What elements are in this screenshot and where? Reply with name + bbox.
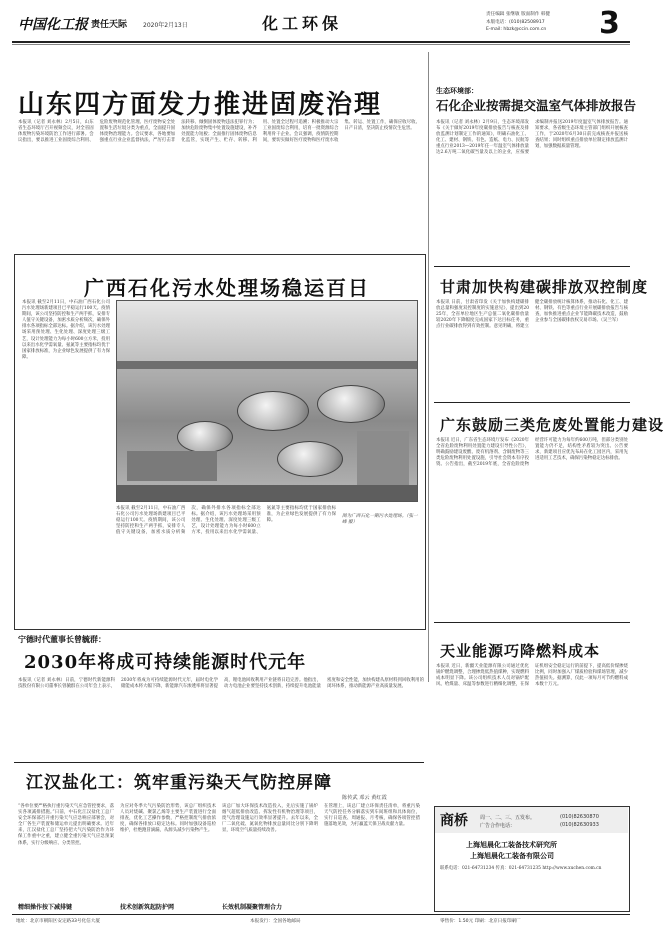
lead-title: 山东四方面发力推进固废治理	[18, 90, 383, 120]
ad-company: 上海旭晨化工装备技术研究所	[466, 841, 557, 849]
bottom-sub-3: 长效机制凝聚管理合力	[222, 904, 283, 911]
interview-body: 本报讯（记者 刘永林）日前，宁德时代新能源科技股份有限公司董事长曾毓群在公司年会上表示，2030年将成为可持续能源时代元年，届时电化学储能成本将大幅下降，新能源汽车渗透率将显著提高，锂电池回收利用产业链将日趋完善。他指出，动力电池企业要坚持技术创新，持续提升电池能量密度和安全性能，加快构建从原材料到回收利用的闭环体系，推动新能源产业高质量发展。	[18, 678, 424, 690]
masthead	[0, 0, 640, 44]
bottom-sub-2: 技术创新筑起防护网	[120, 904, 175, 911]
side4-title: 天业能源巧降燃料成本	[440, 642, 601, 660]
ad-slogan: 周一、二、三、五发布。	[480, 815, 536, 821]
photo-caption: 图为广西石化一期污水处理场。（张一峰 摄）	[342, 514, 418, 525]
bottom-col-2: 为应对冬季大气污染防治形势，该总厂组织技术人员对烧碱、聚氯乙烯等主要生产装置进行全面排查，优化工艺操作参数，严格控制废气排放浓度，确保各排放口稳定达标。同时加强设备巡检维护，杜绝跑冒滴漏，从源头减少污染物产生。	[120, 804, 216, 834]
footer-right: 零售价：1.50元 印刷：北京日报印刷厂	[440, 919, 521, 924]
footer-left: 地址：北京市朝阳区安定路33号化信大厦	[16, 919, 100, 924]
section-title: 化工环保	[262, 14, 343, 33]
side4-body: 本报讯 近日，新疆天业能源有限公司通过优化锅炉燃烧调整，合理掺烧低热值煤种，实现燃料成本明显下降。该公司组织技术人员对锅炉配风、给煤量、床温等参数进行精细化调整，在保证机组安全稳定运行的前提下，提高低价煤掺烧比例，同时加强入厂煤质检验和煤场管理，减少热值损失。据测算，仅此一项每月可节约燃料成本数十万元。	[436, 664, 628, 688]
ad-phone-2: (010)82630933	[560, 822, 599, 828]
side1-body: 本报讯（记者 刘永林）2月9日，生态环境部发布《关于做好2019年度碳排放报告与核查及排放监测计划制定工作的通知》，明确石油化工、化工、建材、钢铁、有色、造纸、电力、民航等重点行业2013—2019年任一年温室气体排放量达2.6万吨二氧化碳当量及以上的企业，应按要求编制并报送2019年度温室气体排放报告。通知要求，各省级生态环境主管部门组织开展核查工作，于2020年6月30日前完成核查并报送核查结果；同时组织重点排放单位制定排放监测计划，加强数据质量管理。	[436, 120, 628, 156]
issue-date: 2020年2月13日	[143, 22, 188, 29]
side2-body: 本报讯 日前，甘肃省印发《关于加快构建碳排放总量和强度双控制度的实施意见》，提出到2025年，全省单位地区生产总值二氧化碳排放量较2020年下降幅度完成国家下达目标任务，重点行业碳排放得到有效控制。意见明确，将建立健全碳排放统计核算体系，推动石化、化工、建材、钢铁、有色等重点行业开展碳排放报告与核查，加快推进重点企业节能降碳技术改造，鼓励企业参与全国碳排放权交易市场。（吴兰军）	[436, 300, 628, 330]
bottom-col-3: 该总厂加大环保技术改造投入，先后实施了锅炉烟气超低排放改造、挥发性有机物治理等项目，废气治理设施运行效率显著提升。去年以来，全厂二氧化硫、氮氧化物排放总量同比分别下降明显，环境空气质量持续改善。	[222, 804, 318, 834]
side3-body: 本报讯 近日，广东省生态环境厅发布《2020年全省危险废物利用处置能力建设引导性公告》，明确鼓励建设废酸、废有机溶剂、含铜废物等三类危险废物利用处置设施，引导社会资本有序投资。公告指出，截至2019年底，全省危险废物经营许可能力为每年约600万吨，但部分类别处置能力仍不足，结构性矛盾较为突出。公告要求，新建项目应优先布局在化工园区内，采用先进适用工艺技术，确保污染物稳定达标排放。	[436, 438, 628, 468]
plant-photo	[116, 300, 418, 502]
editor-line: 责任编辑 张继敏 版面制作 韩健	[486, 12, 551, 17]
side1-kicker: 生态环境部：	[436, 87, 478, 95]
side2-title: 甘肃加快构建碳排放双控制度	[440, 278, 649, 296]
phone-line: 本版电话：(010)82508917	[486, 20, 545, 25]
page-number: 3	[599, 6, 621, 41]
lead-body: 本报讯（记者 刘永林）2月5日，山东省生态环境厅召开视频会议，对全省固体废物污染环境防治工作进行部署。会议指出，要以推进工业固废综合利用、危险废物规范化管理、医疗废物安全处置和生活垃圾分类为重点，全面提升固体废物治理能力。会议要求，各地要加强重点行业企业监督执法，严厉打击非法转移、倾倒固体废物违法犯罪行为；加快危险废物集中处置设施建设，补齐处置能力短板；全面推行固体废物信息化监管，实现产生、贮存、转移、利用、处置全过程可追溯；积极推动大宗工业固废综合利用，培育一批资源综合利用骨干企业。会议强调，疫情防控期间，要切实做好医疗废物和医疗废水收集、转运、处置工作，确保应收尽收、日产日清，坚决防止疫情次生危害。	[18, 120, 420, 144]
feature1-title: 广西石化污水处理场稳运百日	[84, 276, 370, 300]
ad-title: 商桥	[440, 813, 468, 829]
ad-contact: 联系电话：021-64731234 传真：021-64731235 http://www.xuchen.com.cn	[440, 866, 602, 871]
bottom-col-4: 在管理上，该总厂建立环保责任清单，将重污染天气防控任务分解落实到车间班组和具体岗位，实行日巡查、周通报、月考核，确保各项管控措施落地见效，为打赢蓝天保卫战贡献力量。	[324, 804, 420, 828]
ad-company-2: 上海旭晨化工装备有限公司	[470, 852, 554, 860]
footer-middle: 本报发行：全国各地邮局	[250, 919, 301, 924]
ad-phone-label: 广告合作电话：	[480, 823, 516, 829]
feature1-body: 本报讯 截至2月11日，中石油广西石化公司污水处理场新建项目已平稳运行100天。疫情期间，该公司坚持防控和生产两手抓，安排专人值守关键设备，加密水质分析频次，确保外排水各项指标全部达标。据介绍，该污水处理场采用预处理、生化处理、深度处理三级工艺，设计处理能力为每小时600立方米，投用以来出水化学需氧量、氨氮等主要指标均优于国家排放标准，为企业绿色发展提供了有力保障。	[22, 300, 110, 360]
edition-label: 责任天际	[91, 20, 128, 30]
bottom-title: 江汉盐化工：筑牢重污染天气防控屏障	[26, 773, 332, 793]
bottom-col-1: “各单位要严格执行重污染天气应急管控要求，落实各项减排措施。”日前，中石化江汉盐化工总厂安全环保部召开重污染天气应急响应部署会，对全厂各生产装置和储运单元提出明确要求。近年来，江汉盐化工总厂坚持把大气污染防治作为环保工作重中之重，建立健全重污染天气应急预案体系，实行分级响应、分类管控。	[18, 804, 114, 846]
interview-title: 2030年将成可持续能源时代元年	[24, 652, 307, 673]
interview-kicker: 宁德时代董事长曾毓群：	[18, 635, 106, 644]
side1-title: 石化企业按需提交温室气体排放报告	[436, 98, 637, 113]
email-line: E-mail: hbzk@ccin.com.cn	[486, 27, 547, 32]
bottom-sub-1: 精细操作按下减排键	[18, 904, 73, 911]
feature1-lower-text: 本报讯 截至2月11日，中石油广西石化公司污水处理场新建项目已平稳运行100天。疫情期间，该公司坚持防控和生产两手抓，安排专人值守关键设备，加密水质分析频次，确保外排水各项指标全部达标。据介绍，该污水处理场采用预处理、生化处理、深度处理三级工艺，设计处理能力为每小时600立方米，投用以来出水化学需氧量、氨氮等主要指标均优于国家排放标准，为企业绿色发展提供了有力保障。	[116, 506, 336, 536]
bottom-byline: 陈传武 邓云 黄红霞	[342, 795, 387, 801]
side3-title: 广东鼓励三类危废处置能力建设	[440, 416, 664, 434]
ad-phone-1: (010)82630870	[560, 814, 599, 820]
paper-logo: 中国化工报	[18, 17, 88, 33]
